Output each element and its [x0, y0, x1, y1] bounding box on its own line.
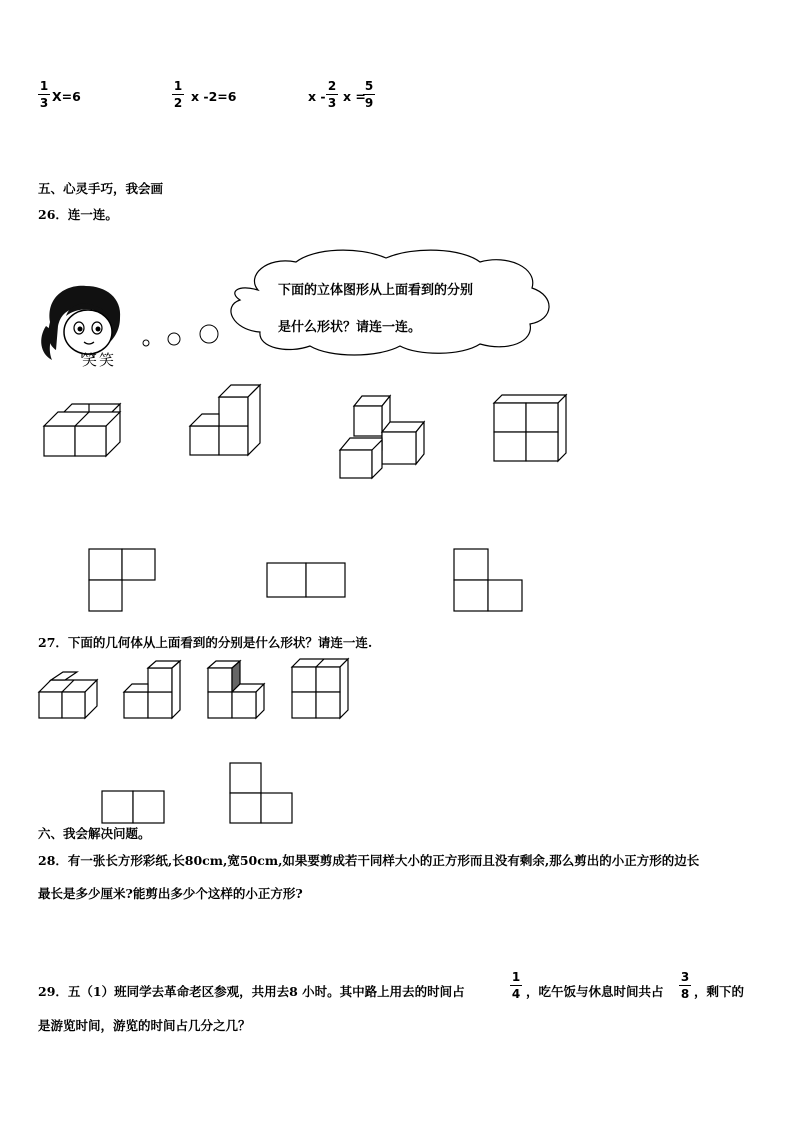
top-view-3	[453, 548, 525, 612]
q29-fraction-1: 1 4	[511, 970, 521, 1001]
q29-part-3: ，剩下的	[694, 984, 745, 999]
fraction: 5 9	[364, 79, 374, 110]
q28-line-1: 28．有一张长方形彩纸,长80cm,宽50cm,如果要剪成若干同样大小的正方形而且没有剩余,那么剪出的小正方形的边长	[38, 853, 700, 868]
q29-line-2: 是游览时间，游览的时间占几分之几？	[38, 1018, 251, 1033]
q29-part-1: 29．五（1）班同学去革命老区参观，共用去8 小时。其中路上用去的时间占	[38, 984, 465, 999]
solid-figure-1	[42, 400, 122, 460]
q29-part-2: ，吃午饭与休息时间共占	[526, 984, 664, 999]
q27-top-view-1	[101, 790, 167, 826]
q29-fraction-2: 3 8	[680, 970, 690, 1001]
solid-figure-2	[188, 382, 268, 462]
section-5-title: 五、心灵手巧，我会画	[38, 181, 164, 196]
q27-top-view-2	[229, 762, 295, 824]
equation-prefix: x -	[308, 89, 326, 104]
thought-bubbles-icon	[140, 320, 220, 350]
q27-title: 27．下面的几何体从上面看到的分别是什么形状？请连一连.	[38, 635, 373, 650]
solid-figure-4	[492, 393, 572, 465]
solid-figure-3	[338, 392, 430, 482]
cloud-bubble-icon	[218, 248, 563, 358]
cloud-text-line-2: 是什么形状？请连一连。	[278, 320, 422, 335]
q26-title: 26．连一连。	[38, 207, 118, 222]
equation-rest: x -2=6	[191, 89, 237, 104]
q27-solid-4	[290, 658, 354, 720]
q27-solid-3	[206, 660, 270, 720]
fraction: 2 3	[327, 79, 337, 110]
top-view-2	[266, 562, 348, 598]
girl-label: 笑笑	[82, 351, 117, 369]
q27-solid-2	[122, 660, 186, 720]
cloud-text-line-1: 下面的立体图形从上面看到的分别	[278, 283, 474, 298]
section-6-title: 六、我会解决问题。	[38, 826, 151, 841]
q27-solid-1	[37, 676, 101, 720]
q28-line-2: 最长是多少厘米?能剪出多少个这样的小正方形?	[38, 886, 303, 901]
fraction: 1 3	[39, 79, 49, 110]
equation-middle: x =	[343, 89, 366, 104]
equation-rest: X=6	[52, 89, 81, 104]
fraction: 1 2	[173, 79, 183, 110]
top-view-1	[88, 548, 158, 612]
